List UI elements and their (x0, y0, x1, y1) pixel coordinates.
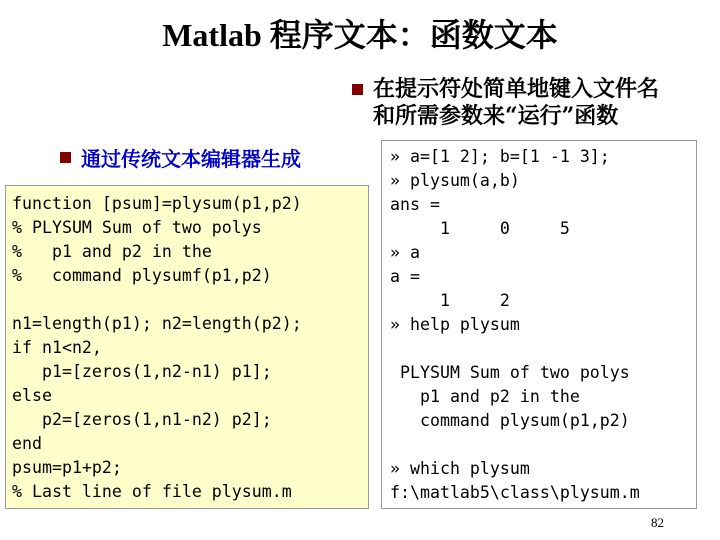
console-line: » plysum(a,b) (390, 171, 520, 190)
console-line: a = (390, 267, 420, 286)
code-line: % Last line of file plysum.m (12, 482, 292, 501)
code-line: % p1 and p2 in the (12, 242, 212, 261)
code-line: else (12, 386, 52, 405)
slide-title: Matlab 程序文本：函数文本 (162, 17, 558, 53)
command-window-panel (381, 140, 697, 509)
bullet-editor-text: 通过传统文本编辑器生成 (81, 147, 301, 171)
console-line: » a (390, 243, 420, 262)
bullet-square-icon (60, 152, 71, 163)
bullet-console-text (373, 76, 659, 130)
code-line: function [psum]=plysum(p1,p2) (12, 194, 302, 213)
page-number: 82 (651, 515, 664, 530)
console-line: » which plysum (390, 459, 530, 478)
console-output (390, 145, 640, 505)
code-editor-panel (5, 185, 369, 509)
code-line: psum=p1+p2; (12, 458, 122, 477)
console-line: » help plysum (390, 315, 520, 334)
console-line: 1 0 5 (390, 219, 570, 238)
bullet-console-line-2: 和所需参数来“运行”函数 (373, 103, 619, 129)
console-line: 1 2 (390, 291, 510, 310)
bullet-square-icon (352, 84, 363, 95)
console-line: command plysum(p1,p2) (390, 411, 630, 430)
bullet-console-usage (352, 76, 659, 130)
console-line: » a=[1 2]; b=[1 -1 3]; (390, 147, 610, 166)
code-line: n1=length(p1); n2=length(p2); (12, 314, 302, 333)
code-line: % command plysumf(p1,p2) (12, 266, 272, 285)
code-line: p1=[zeros(1,n2-n1) p1]; (12, 362, 272, 381)
console-line: f:\matlab5\class\plysum.m (390, 483, 640, 502)
code-line: end (12, 434, 42, 453)
code-listing (12, 192, 302, 504)
code-line: p2=[zeros(1,n1-n2) p2]; (12, 410, 272, 429)
code-line: % PLYSUM Sum of two polys (12, 218, 262, 237)
bullet-editor-usage (60, 146, 301, 172)
bullet-console-line-1: 在提示符处简单地键入文件名 (373, 76, 660, 102)
console-line: PLYSUM Sum of two polys (390, 363, 630, 382)
code-line: if n1<n2, (12, 338, 102, 357)
console-line: p1 and p2 in the (390, 387, 580, 406)
console-line: ans = (390, 195, 440, 214)
